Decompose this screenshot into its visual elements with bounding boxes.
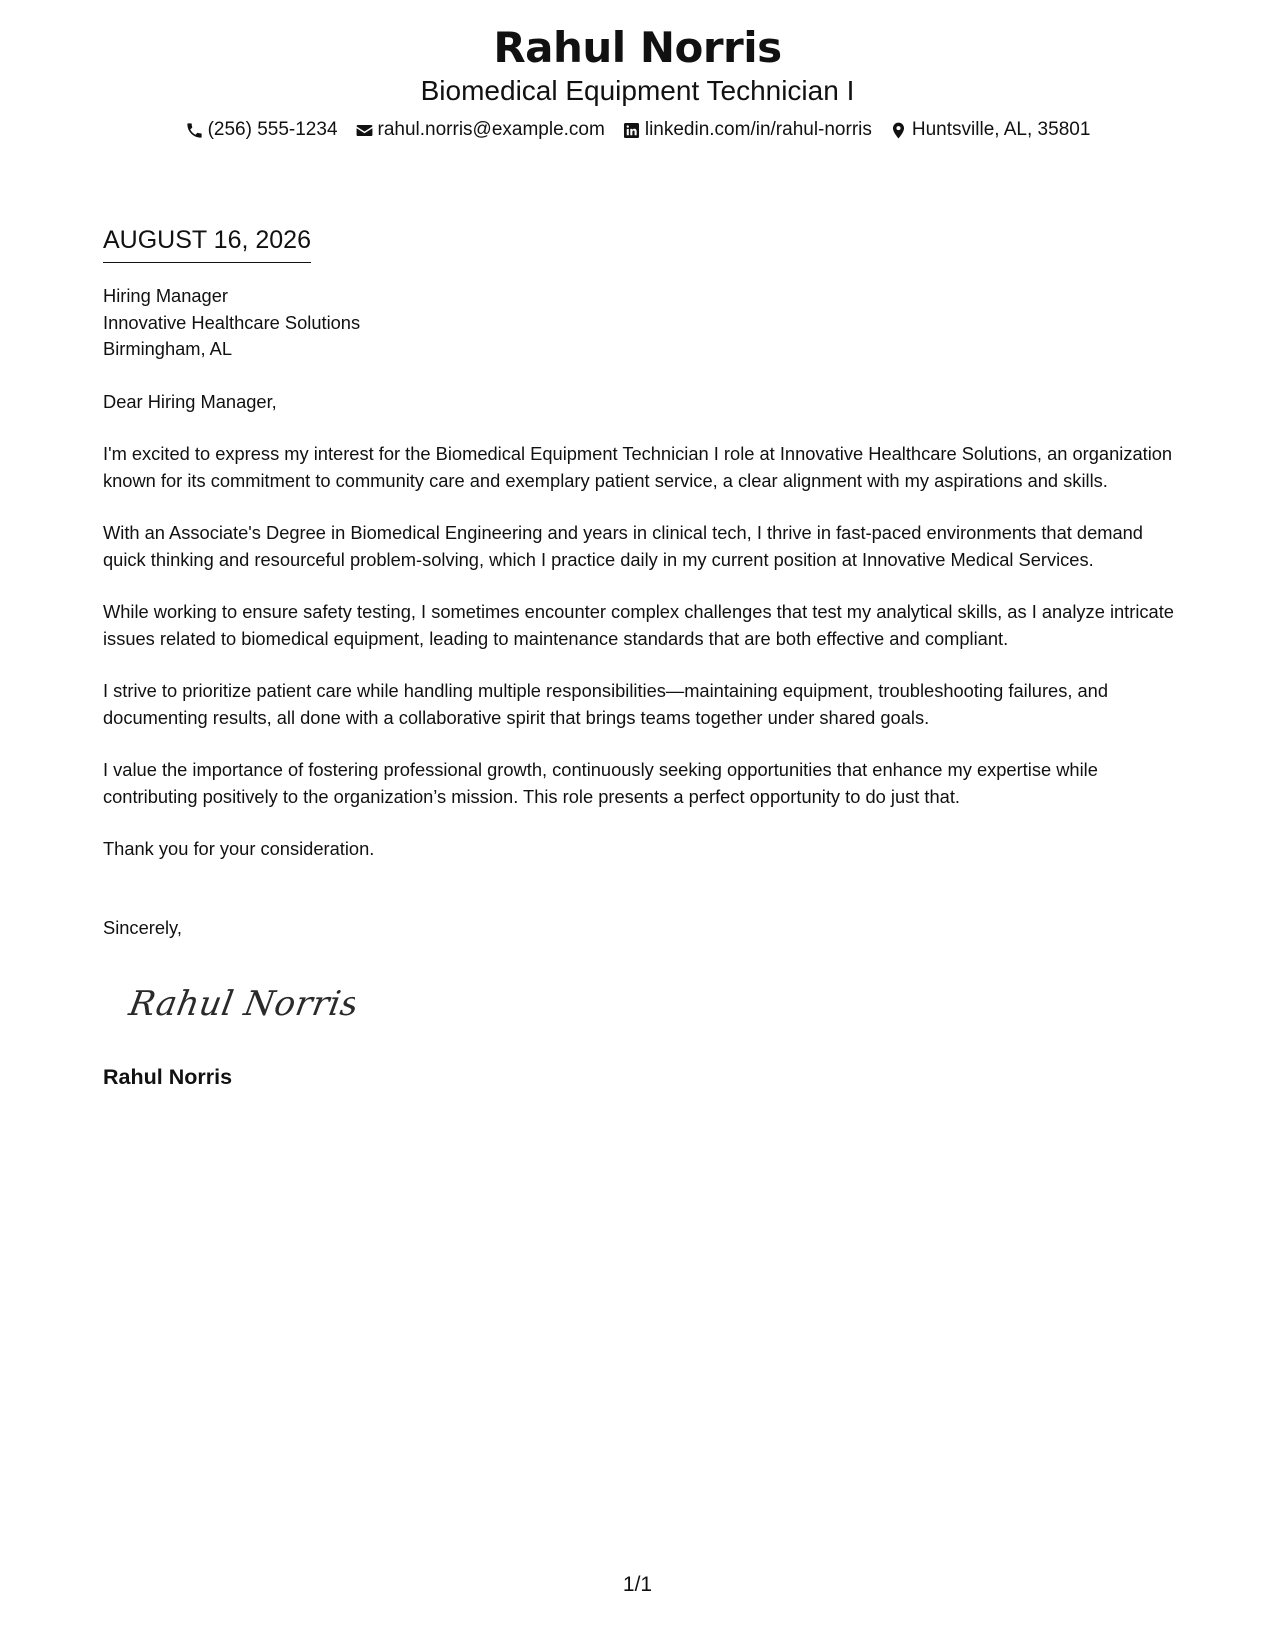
body-paragraph: I value the importance of fostering professional growth, continuously seeking opportunities that enhance my expertise while contributing positively to the organization’s mission. This role presents a perfect opportunity to do just that. [103, 759, 1098, 807]
signature-text: Rahul Norris [126, 984, 355, 1024]
handwritten-signature [125, 973, 355, 1033]
linkedin-link[interactable]: linkedin.com/in/rahul-norris [644, 119, 872, 140]
recipient-block [103, 283, 1183, 363]
contact-bar [0, 118, 1275, 142]
linkedin-icon [622, 121, 641, 140]
page-number: 1/1 [622, 1573, 653, 1596]
contact-linkedin[interactable] [622, 118, 872, 142]
phone-text: (256) 555-1234 [207, 119, 338, 140]
recipient-location: Birmingham, AL [103, 338, 233, 359]
phone-icon [185, 121, 204, 140]
body-paragraph: I'm excited to express my interest for the Biomedical Equipment Technician I role at Innovative Healthcare Solutions, an organization known for its commitment to community care and exemplary patient service, a clear alignment with my aspirations and skills. [103, 443, 1173, 491]
body-paragraph: While working to ensure safety testing, I sometimes encounter complex challenges that test my analytical skills, as I analyze intricate issues related to biomedical equipment, leading to maintenance standards that are both effective and compliant. [103, 601, 1174, 649]
salutation: Dear Hiring Manager, [103, 390, 277, 412]
contact-phone [185, 118, 338, 142]
contact-email[interactable] [355, 118, 605, 142]
applicant-name: Rahul Norris [493, 23, 782, 72]
body-paragraph: With an Associate's Degree in Biomedical Engineering and years in clinical tech, I thrive in fast-paced environments that demand quick thinking and resourceful problem-solving, which I practice daily in my current position at Innovative Medical Services. [103, 522, 1143, 570]
applicant-job-title: Biomedical Equipment Technician I [420, 75, 855, 106]
letter-header [0, 22, 1275, 142]
location-text: Huntsville, AL, 35801 [911, 119, 1091, 140]
closing: Sincerely, [103, 916, 182, 938]
letter-body [103, 283, 1183, 1091]
body-paragraph: I strive to prioritize patient care while handling multiple responsibilities—maintaining equipment, troubleshooting failures, and documenting results, all done with a collaborative spirit that brings teams together under shared goals. [103, 680, 1108, 728]
envelope-icon [355, 121, 374, 140]
email-link[interactable]: rahul.norris@example.com [377, 119, 605, 140]
signer-name: Rahul Norris [103, 1064, 233, 1089]
recipient-title: Hiring Manager [103, 285, 228, 306]
recipient-company: Innovative Healthcare Solutions [103, 311, 361, 333]
letter-date: AUGUST 16, 2026 [103, 224, 311, 263]
map-pin-icon [889, 121, 908, 140]
thank-you-line: Thank you for your consideration. [103, 838, 375, 859]
contact-location [889, 118, 1091, 142]
